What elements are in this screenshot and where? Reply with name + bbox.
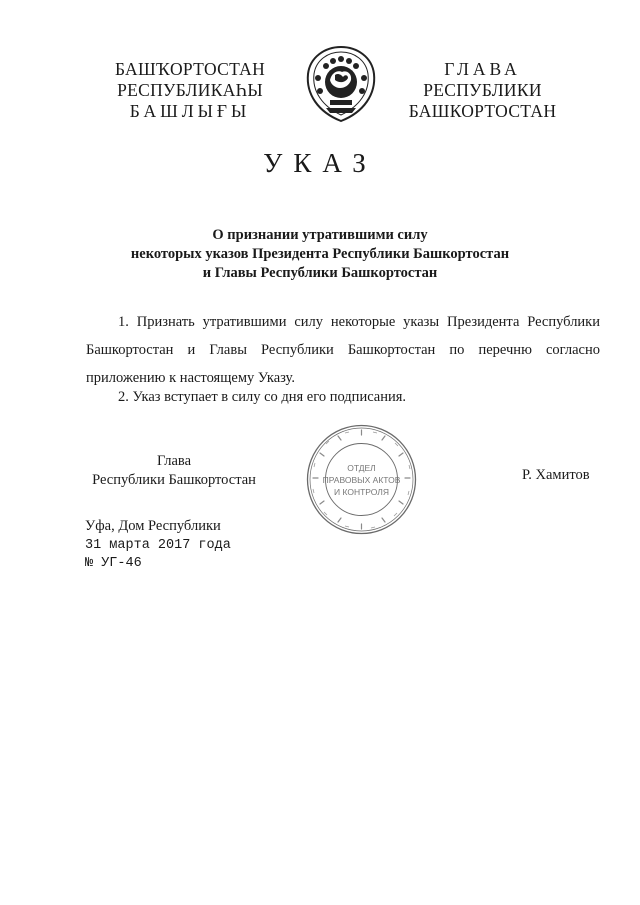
header-left-line: БАШЛЫҒЫ	[129, 101, 251, 121]
signatory-position-line: Глава	[156, 453, 192, 469]
header-right-line: РЕСПУБЛИКИ	[423, 80, 542, 100]
header-russian-title	[395, 59, 570, 122]
header-bashkir-title	[95, 59, 285, 122]
subject-line: О признании утратившими силу	[212, 227, 428, 243]
svg-text:И КОНТРОЛЯ: И КОНТРОЛЯ	[334, 487, 389, 497]
signatory-name: Р. Хамитов	[522, 467, 590, 483]
paragraph-1: 1. Признать утратившими силу некоторые указы Президента Республики Башкортостан и Главы Республики Башкортостан по перечню согласно приложению к настоящему Указу.	[86, 314, 600, 386]
signing-date: 31 марта 2017 года	[85, 538, 231, 553]
paragraph-2: 2. Указ вступает в силу со дня его подписания.	[118, 389, 407, 405]
svg-text:ПРАВОВЫХ АКТОВ: ПРАВОВЫХ АКТОВ	[322, 475, 401, 485]
decree-number: № УГ-46	[85, 556, 142, 571]
header-right-line: БАШКОРТОСТАН	[408, 101, 557, 121]
header-right-line: ГЛАВА	[444, 59, 521, 79]
signatory-position-line: Республики Башкортостан	[92, 472, 256, 488]
header-left-line: РЕСПУБЛИКАҺЫ	[117, 80, 263, 100]
document-type-title: УКАЗ	[263, 148, 377, 178]
subject-line: и Главы Республики Башкортостан	[202, 265, 438, 281]
subject-line: некоторых указов Президента Республики Башкортостан	[130, 246, 510, 262]
signing-place: Уфа, Дом Республики	[85, 518, 221, 534]
signatory-position	[84, 452, 264, 490]
official-seal-stamp	[305, 423, 418, 536]
document-subject	[60, 226, 580, 283]
coat-of-arms-icon	[302, 44, 380, 124]
header-left-line: БАШҠОРТОСТАН	[114, 59, 266, 79]
svg-text:ОТДЕЛ: ОТДЕЛ	[347, 463, 376, 473]
